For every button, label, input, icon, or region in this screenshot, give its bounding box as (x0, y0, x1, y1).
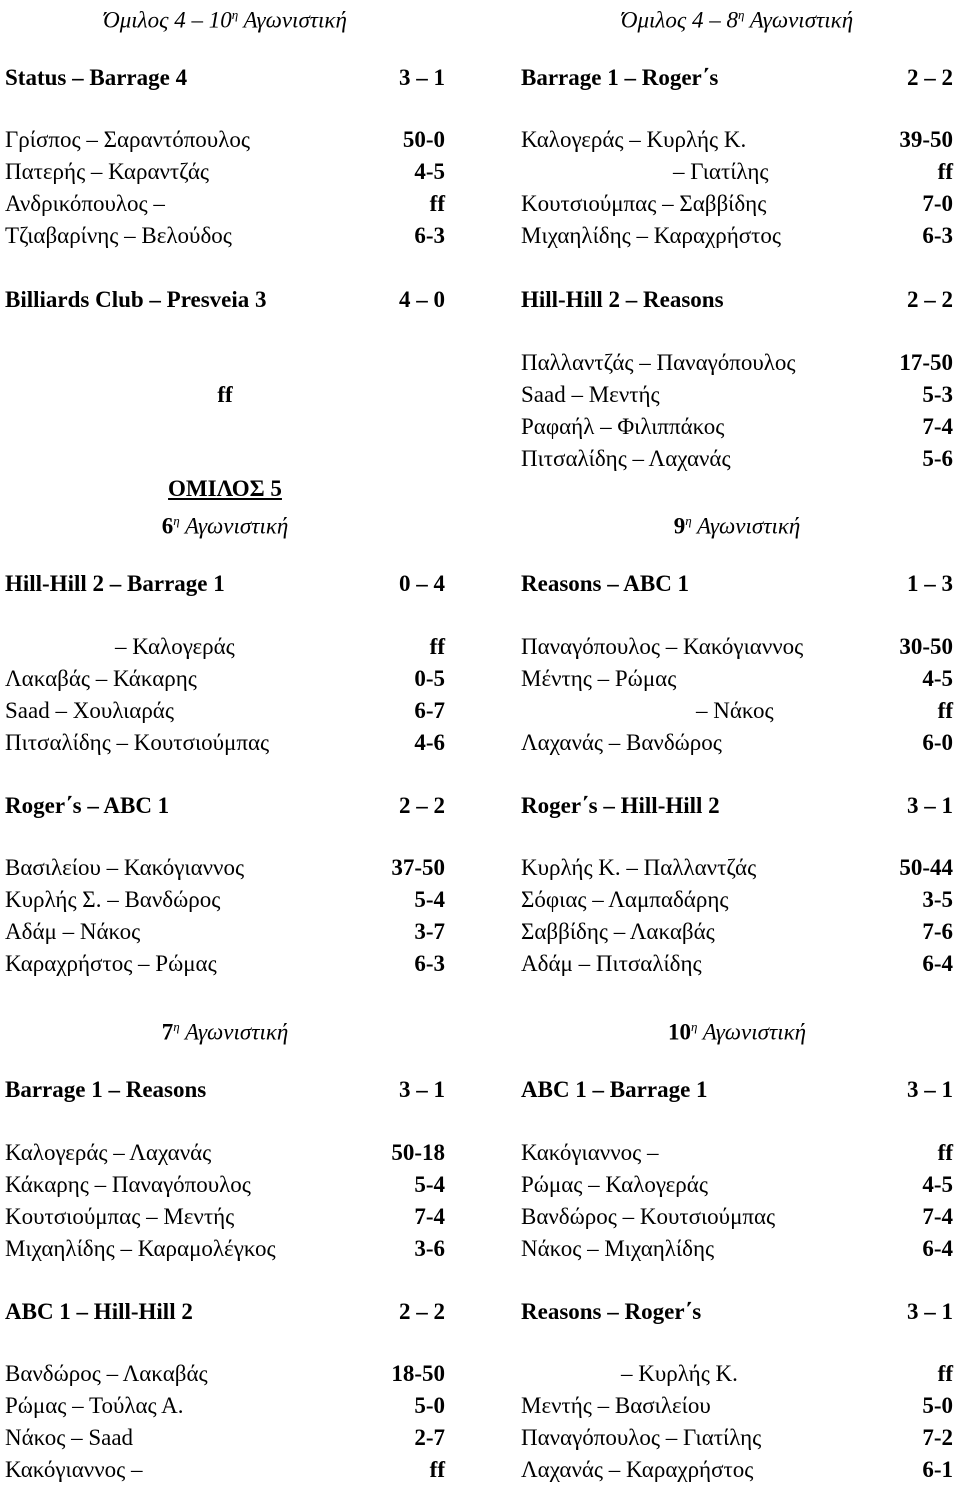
game-score: 50-44 (899, 855, 953, 880)
game-players: Καλογεράς – Κυρλής Κ. (521, 127, 747, 152)
game-score: 3-5 (922, 887, 953, 912)
game-row (5, 632, 445, 662)
match-header (5, 569, 445, 599)
game-players: Καραχρήστος – Ρώμας (5, 951, 217, 976)
game-row (5, 189, 445, 219)
game-score: 37-50 (391, 855, 445, 880)
game-players: Κακόγιαννος – (521, 1140, 659, 1165)
match-title: Status – Barrage 4 (5, 65, 188, 90)
game-row (5, 1234, 445, 1264)
game-score: 4-5 (922, 1172, 953, 1197)
match-score: 3 – 1 (907, 793, 953, 818)
round-title (521, 0, 953, 33)
match-title: Roger΄s – Hill-Hill 2 (521, 793, 720, 818)
game-row (521, 1202, 953, 1232)
round-number: 10 (667, 1019, 691, 1045)
game-score: 7-4 (922, 414, 953, 439)
game-players: Μεντής – Βασιλείου (521, 1393, 711, 1418)
game-players: Παναγόπουλος – Κακόγιαννος (521, 634, 804, 659)
game-row (521, 664, 953, 694)
game-score: 50-18 (391, 1140, 445, 1165)
game-row (521, 189, 953, 219)
round-heading (521, 1012, 953, 1045)
game-row (521, 1455, 953, 1485)
game-score: 5-0 (414, 1393, 445, 1418)
match-score: 2 – 2 (907, 287, 953, 312)
round-heading (5, 1012, 445, 1045)
game-row (5, 696, 445, 726)
game-players: Παλλαντζάς – Παναγόπουλος (521, 350, 796, 375)
game-score: 2-7 (414, 1425, 445, 1450)
match-title: Hill-Hill 2 – Barrage 1 (5, 571, 225, 596)
game-score: 6-3 (414, 951, 445, 976)
game-score: 4-5 (922, 666, 953, 691)
round-number: 9 (673, 513, 686, 539)
game-row (521, 1138, 953, 1168)
match-header (521, 1297, 953, 1327)
game-score: ff (937, 1140, 953, 1165)
group-title: ΟΜΙΛΟΣ 5 (168, 476, 282, 501)
game-players: Λακαβάς – Κάκαρης (5, 666, 197, 691)
match-header (5, 1297, 445, 1327)
game-score: 7-4 (414, 1204, 445, 1229)
game-row (521, 917, 953, 947)
game-score: 6-4 (922, 1236, 953, 1261)
game-players: Σαββίδης – Λακαβάς (521, 919, 715, 944)
match-header (5, 63, 445, 93)
game-score: 5-0 (922, 1393, 953, 1418)
match-header (5, 285, 445, 315)
game-row (521, 380, 953, 410)
game-players: – Γιατίλης (673, 159, 769, 184)
game-row (5, 1138, 445, 1168)
game-players: Μιχαηλίδης – Καραχρήστος (521, 223, 782, 248)
game-row (5, 1423, 445, 1453)
game-score: 6-3 (922, 223, 953, 248)
game-score: 5-4 (414, 887, 445, 912)
match-score: 2 – 2 (399, 793, 445, 818)
match-score: 2 – 2 (399, 1299, 445, 1324)
game-players: – Κυρλής Κ. (621, 1361, 738, 1386)
game-players: Νάκος – Saad (5, 1425, 134, 1450)
game-row (521, 1170, 953, 1200)
game-row (521, 853, 953, 883)
round-title-suffix: Αγωνιστική (744, 7, 854, 33)
match-title: Barrage 1 – Roger΄s (521, 65, 719, 90)
match-header (5, 1075, 445, 1105)
game-score: ff (429, 634, 445, 659)
game-players: Saad – Μεντής (521, 382, 660, 407)
round-label: Αγωνιστική (179, 1019, 289, 1045)
game-players: Σόφιας – Λαμπαδάρης (521, 887, 729, 912)
game-players: – Καλογεράς (115, 634, 235, 659)
round-title-sup: η (231, 7, 239, 22)
game-score: 5-3 (922, 382, 953, 407)
round-label: Αγωνιστική (179, 513, 289, 539)
game-row (5, 1170, 445, 1200)
game-row (5, 728, 445, 758)
game-score: ff (937, 159, 953, 184)
game-row (521, 949, 953, 979)
game-row (521, 696, 953, 726)
game-score: 4-6 (414, 730, 445, 755)
game-players: Αδάμ – Νάκος (5, 919, 141, 944)
game-score: ff (937, 1361, 953, 1386)
game-row (5, 885, 445, 915)
game-score: 6-7 (414, 698, 445, 723)
game-score: 5-4 (414, 1172, 445, 1197)
match-score: 2 – 2 (907, 65, 953, 90)
match-score: 0 – 4 (399, 571, 445, 596)
match-title: Barrage 1 – Reasons (5, 1077, 207, 1102)
game-players: Κουτσιούμπας – Σαββίδης (521, 191, 767, 216)
match-title: Hill-Hill 2 – Reasons (521, 287, 724, 312)
game-score: 7-0 (922, 191, 953, 216)
game-score: 5-6 (922, 446, 953, 471)
game-row (521, 157, 953, 187)
game-players: Πιτσαλίδης – Λαχανάς (521, 446, 731, 471)
game-row (521, 885, 953, 915)
game-players: Ανδρικόπουλος – (5, 191, 165, 216)
match-score: 3 – 1 (907, 1077, 953, 1102)
game-players: Κυρλής Σ. – Βανδώρος (5, 887, 221, 912)
game-score: 6-0 (922, 730, 953, 755)
game-players: Καλογεράς – Λαχανάς (5, 1140, 212, 1165)
game-players: – Νάκος (696, 698, 774, 723)
game-players: Τζιαβαρίνης – Βελούδος (5, 223, 232, 248)
round-title-text: Όμιλος 4 – 8 (620, 7, 738, 33)
game-row (521, 1359, 953, 1389)
game-players: Κάκαρης – Παναγόπουλος (5, 1172, 251, 1197)
round-label: Αγωνιστική (697, 1019, 807, 1045)
match-title: Billiards Club – Presveia 3 (5, 287, 267, 312)
match-header (521, 63, 953, 93)
game-row (521, 348, 953, 378)
game-players: Κυρλής Κ. – Παλλαντζάς (521, 855, 757, 880)
round-sup: η (173, 513, 180, 528)
game-players: Λαχανάς – Καραχρήστος (521, 1457, 754, 1482)
game-row (521, 221, 953, 251)
game-players: Κουτσιούμπας – Μεντής (5, 1204, 235, 1229)
match-header (521, 791, 953, 821)
game-players: Μιχαηλίδης – Καραμολέγκος (5, 1236, 276, 1261)
game-row (521, 728, 953, 758)
game-players: Κακόγιαννος – (5, 1457, 143, 1482)
game-row (5, 853, 445, 883)
match-score: 4 – 0 (399, 287, 445, 312)
game-players: Βασιλείου – Κακόγιαννος (5, 855, 245, 880)
game-players: Πατερής – Καραντζάς (5, 159, 210, 184)
game-players: Νάκος – Μιχαηλίδης (521, 1236, 715, 1261)
game-score: 17-50 (899, 350, 953, 375)
game-score: 7-6 (922, 919, 953, 944)
match-header (5, 791, 445, 821)
game-row (5, 1391, 445, 1421)
game-row (5, 221, 445, 251)
match-title: ABC 1 – Hill-Hill 2 (5, 1299, 193, 1324)
game-score: 18-50 (391, 1361, 445, 1386)
game-score: 50-0 (402, 127, 445, 152)
game-row (5, 125, 445, 155)
forfeit-note: ff (217, 382, 233, 407)
game-players: Γρίσπος – Σαραντόπουλος (5, 127, 250, 152)
round-number: 7 (161, 1019, 174, 1045)
game-row (521, 412, 953, 442)
round-sup: η (690, 1019, 698, 1034)
game-players: Μέντης – Ρώμας (521, 666, 677, 691)
game-score: 4-5 (414, 159, 445, 184)
game-score: 6-3 (414, 223, 445, 248)
game-score: ff (429, 1457, 445, 1482)
match-title: Reasons – Roger΄s (521, 1299, 702, 1324)
game-score: 30-50 (899, 634, 953, 659)
game-row (521, 632, 953, 662)
match-title: Roger΄s – ABC 1 (5, 793, 170, 818)
game-score: 39-50 (899, 127, 953, 152)
match-title: ABC 1 – Barrage 1 (521, 1077, 708, 1102)
game-row (5, 1202, 445, 1232)
round-title-text: Όμιλος 4 – 10 (103, 7, 232, 33)
game-row (521, 1234, 953, 1264)
game-score: 0-5 (414, 666, 445, 691)
game-players: Βανδώρος – Κουτσιούμπας (521, 1204, 776, 1229)
game-score: 7-4 (922, 1204, 953, 1229)
match-header (521, 285, 953, 315)
group-round (5, 506, 445, 539)
game-score: 6-4 (922, 951, 953, 976)
game-players: Πιτσαλίδης – Κουτσιούμπας (5, 730, 270, 755)
round-number: 6 (161, 513, 174, 539)
match-score: 1 – 3 (907, 571, 953, 596)
game-players: Ραφαήλ – Φιλιππάκος (521, 414, 725, 439)
match-title: Reasons – ABC 1 (521, 571, 690, 596)
game-players: Βανδώρος – Λακαβάς (5, 1361, 208, 1386)
round-sup: η (685, 513, 692, 528)
game-row (521, 1391, 953, 1421)
game-row (5, 1359, 445, 1389)
game-players: Ρώμας – Καλογεράς (521, 1172, 708, 1197)
game-score: ff (937, 698, 953, 723)
game-players: Ρώμας – Τούλας Α. (5, 1393, 184, 1418)
game-players: Λαχανάς – Βανδώρος (521, 730, 722, 755)
round-sup: η (173, 1019, 180, 1034)
game-score: 7-2 (922, 1425, 953, 1450)
game-players: Παναγόπουλος – Γιατίλης (521, 1425, 762, 1450)
game-row (5, 917, 445, 947)
round-heading (521, 506, 953, 539)
match-score: 3 – 1 (399, 1077, 445, 1102)
game-players: Αδάμ – Πιτσαλίδης (521, 951, 702, 976)
match-header (521, 1075, 953, 1105)
round-title-suffix: Αγωνιστική (238, 7, 347, 33)
round-title (5, 0, 445, 33)
game-score: ff (429, 191, 445, 216)
match-score: 3 – 1 (399, 65, 445, 90)
match-score: 3 – 1 (907, 1299, 953, 1324)
game-row (5, 664, 445, 694)
game-row (5, 157, 445, 187)
game-players: Saad – Χουλιαράς (5, 698, 174, 723)
match-header (521, 569, 953, 599)
game-row (521, 1423, 953, 1453)
game-row (5, 1455, 445, 1485)
game-score: 3-7 (414, 919, 445, 944)
round-title-sup: η (737, 7, 745, 22)
game-row (521, 125, 953, 155)
round-label: Αγωνιστική (691, 513, 801, 539)
game-row (521, 444, 953, 474)
game-score: 3-6 (414, 1236, 445, 1261)
game-score: 6-1 (922, 1457, 953, 1482)
game-row (5, 949, 445, 979)
